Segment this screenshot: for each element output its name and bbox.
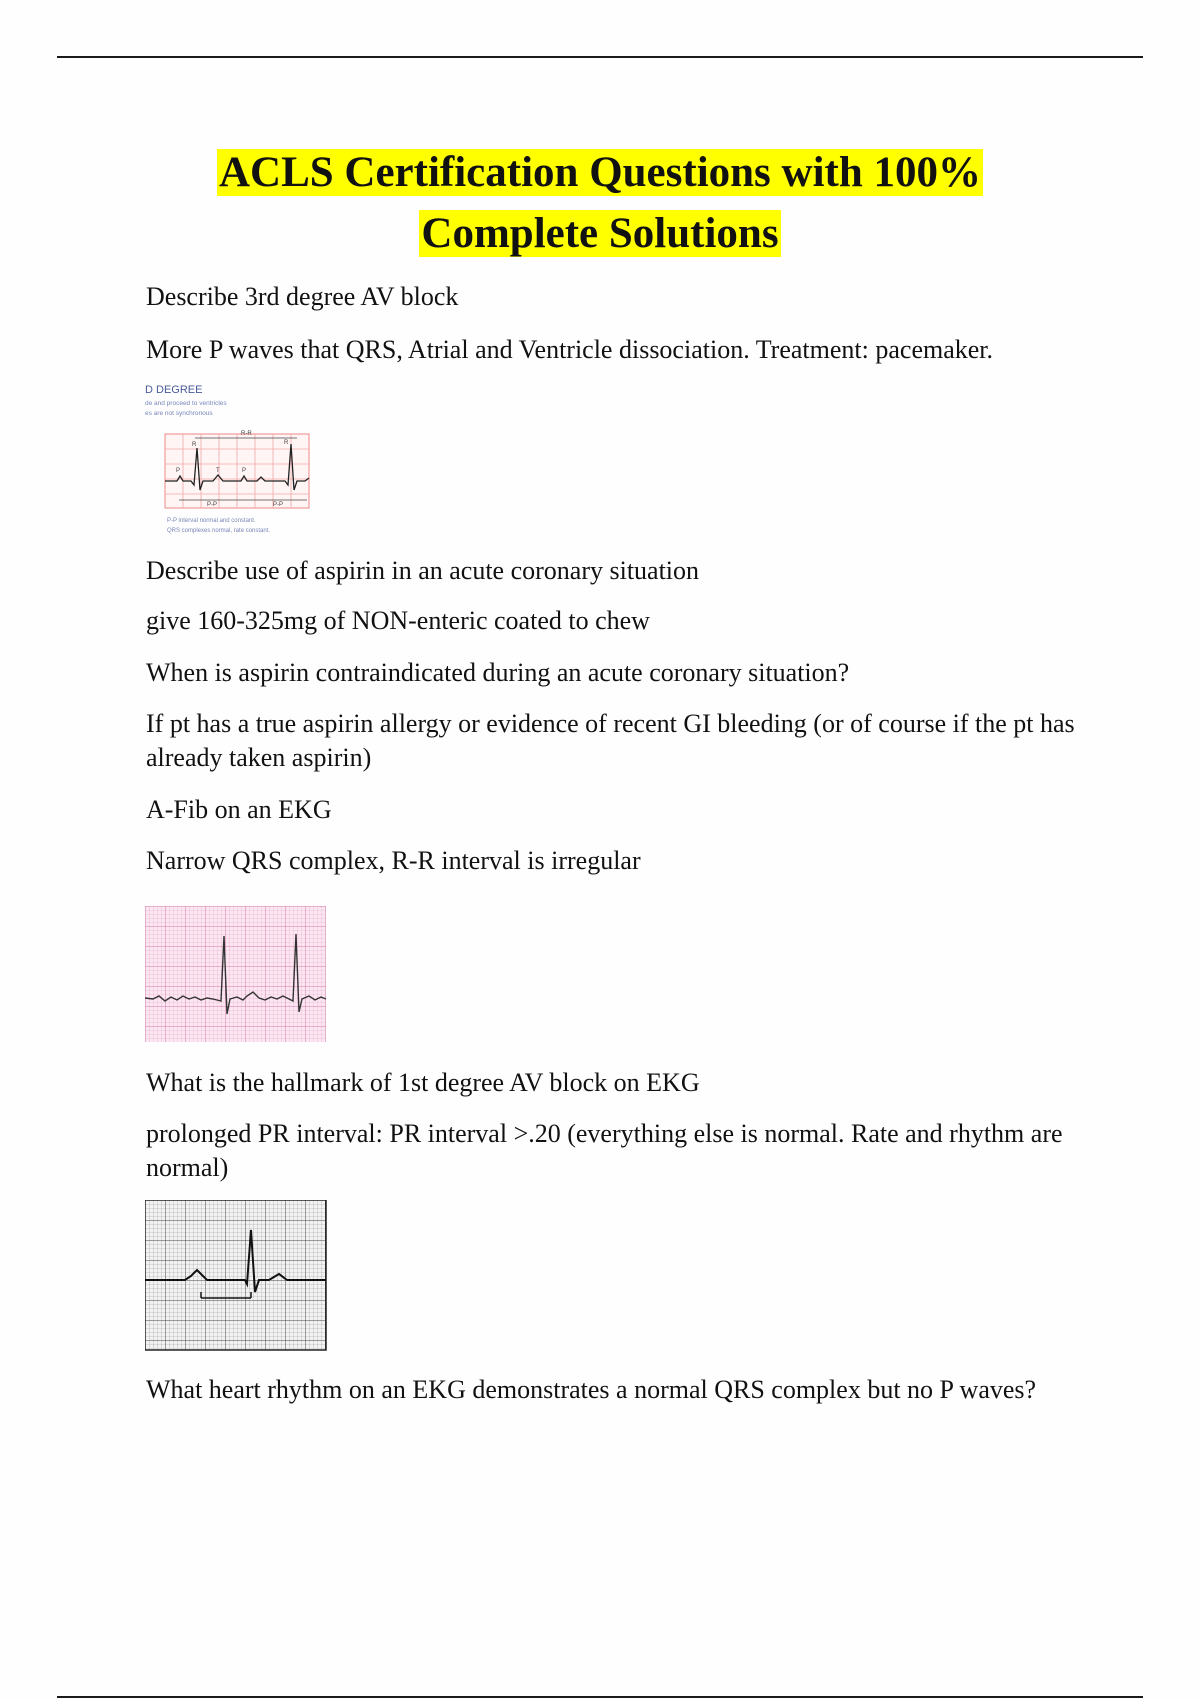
document-title: [0, 142, 1200, 264]
figure-caption-bottom-2: QRS complexes normal, rate constant.: [167, 528, 271, 534]
answer-4: Narrow QRS complex, R-R interval is irregular: [146, 846, 641, 875]
label-p2: P: [242, 468, 247, 474]
bottom-rule: [57, 1696, 1143, 1698]
question-5: What is the hallmark of 1st degree AV block on EKG: [146, 1068, 700, 1097]
question-1: Describe 3rd degree AV block: [146, 282, 459, 311]
label-t: T: [216, 468, 220, 474]
title-line-1: ACLS Certification Questions with 100%: [218, 149, 982, 196]
question-4: A-Fib on an EKG: [146, 795, 332, 824]
label-rr: R-R: [241, 431, 252, 437]
label-pp2: P-P: [273, 502, 284, 508]
answer-2: give 160-325mg of NON-enteric coated to chew: [146, 606, 650, 635]
title-line-2: Complete Solutions: [421, 210, 779, 257]
label-r2: R: [284, 440, 289, 446]
label-pp1: P-P: [207, 502, 218, 508]
figure-caption-top-1: de and proceed to ventricles: [145, 400, 227, 407]
label-p1: P: [176, 468, 181, 474]
third-degree-av-block-figure: [145, 382, 330, 540]
question-2: Describe use of aspirin in an acute coronary situation: [146, 556, 700, 585]
figure-caption-bottom-1: P-P interval normal and constant.: [167, 518, 256, 524]
first-degree-av-block-strip: [145, 1200, 328, 1352]
question-6: What heart rhythm on an EKG demonstrates a normal QRS complex but no P waves?: [146, 1375, 1037, 1404]
label-r1: R: [192, 442, 197, 448]
answer-5: prolonged PR interval: PR interval >.20 (everything else is normal. Rate and rhythm are normal): [146, 1119, 1063, 1182]
afib-ekg-strip: [145, 906, 328, 1044]
answer-1: More P waves that QRS, Atrial and Ventricle dissociation. Treatment: pacemaker.: [146, 335, 994, 364]
figure-caption-top-2: es are not synchronous: [145, 410, 213, 417]
answer-3: If pt has a true aspirin allergy or evidence of recent GI bleeding (or of course if the pt has already taken aspirin): [146, 709, 1075, 772]
top-rule: [57, 56, 1143, 58]
figure-heading: D DEGREE: [145, 384, 203, 396]
question-3: When is aspirin contraindicated during an acute coronary situation?: [146, 658, 850, 687]
